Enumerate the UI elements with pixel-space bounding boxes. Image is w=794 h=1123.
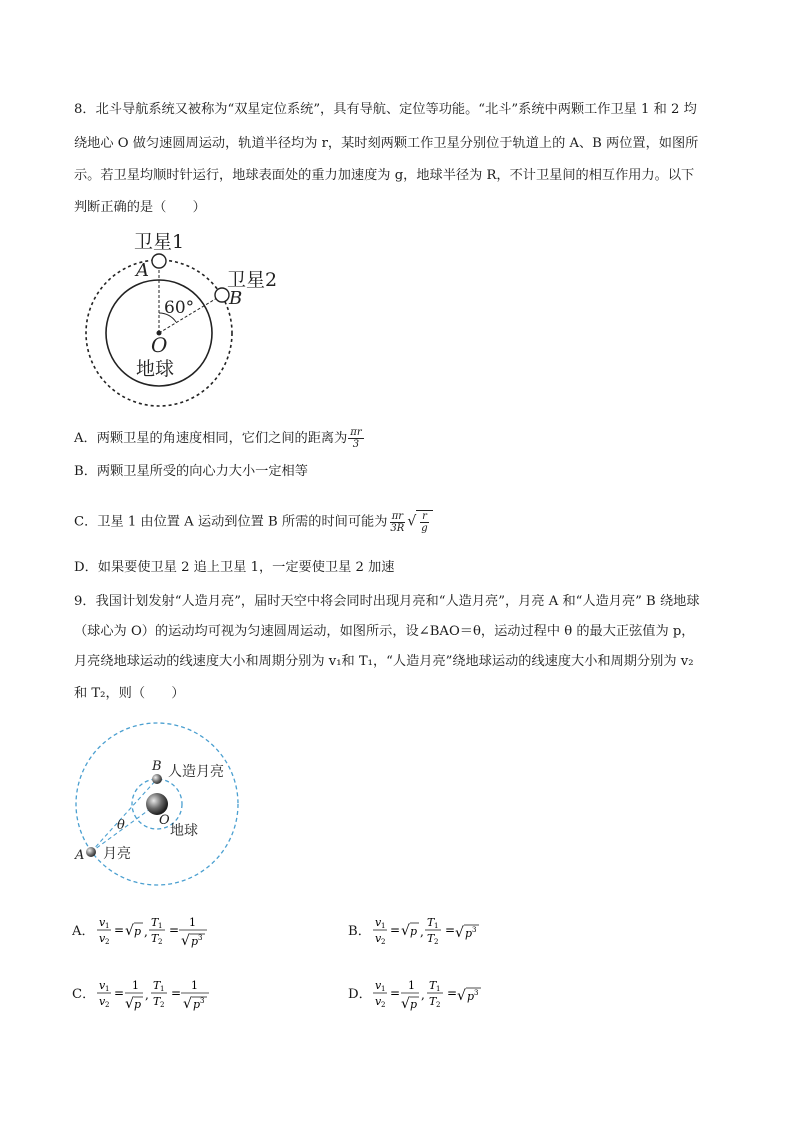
svg-text:,: , — [421, 988, 425, 1002]
q9-moon-label: 月亮 — [103, 846, 131, 862]
q9-option-b — [348, 912, 518, 952]
svg-text:=: = — [445, 923, 456, 937]
q9-line-ab — [91, 779, 157, 852]
svg-text:v: v — [99, 995, 106, 1008]
q8-option-a-num: πr — [350, 427, 362, 438]
q8-earth-label: 地球 — [136, 358, 175, 380]
svg-text:T: T — [153, 979, 161, 992]
q8-line-3: 示。若卫星均顺时针运行，地球表面处的重力加速度为 g，地球半径为 R，不计卫星间的相互作用力。以下 — [74, 168, 695, 183]
svg-text:T: T — [429, 995, 437, 1008]
svg-text:3: 3 — [198, 934, 203, 942]
q8-figure — [74, 225, 294, 410]
svg-text:v: v — [375, 995, 382, 1008]
q8-satellite-1 — [152, 254, 166, 268]
svg-text:√: √ — [455, 925, 464, 941]
svg-text:1: 1 — [434, 922, 439, 930]
q9-option-b-label: B． — [348, 924, 371, 939]
svg-text:2: 2 — [436, 1001, 441, 1009]
q8-option-a-text: A．两颗卫星的角速度相同，它们之间的距离为 — [74, 431, 348, 446]
q8-option-a-fraction — [348, 427, 363, 450]
svg-text:p: p — [134, 925, 142, 938]
svg-text:p: p — [467, 990, 475, 1003]
svg-text:√: √ — [401, 923, 410, 939]
svg-text:1: 1 — [189, 916, 196, 929]
svg-text:T: T — [427, 932, 435, 945]
q9-option-c — [72, 973, 242, 1015]
svg-text:2: 2 — [381, 938, 386, 946]
svg-text:1: 1 — [191, 979, 198, 992]
q8-line-1: 8．北斗导航系统又被称为“双星定位系统”，具有导航、定位等功能。“北斗”系统中两颗工作卫星 1 和 2 均 — [74, 102, 697, 117]
q8-option-c-rad-den: g — [421, 523, 428, 534]
svg-text:v: v — [375, 932, 382, 945]
q8-option-c-rad-num: r — [422, 511, 427, 522]
q8-option-a — [74, 427, 365, 450]
svg-text:T: T — [427, 916, 435, 929]
q8-center-label: O — [151, 333, 168, 357]
q8-line-2: 绕地心 O 做匀速圆周运动，轨道半径均为 r，某时刻两颗工作卫星分别位于轨道上的 A、B 两位置，如图所 — [74, 136, 699, 151]
svg-text:p: p — [134, 998, 142, 1011]
q8-option-c-text: C．卫星 1 由位置 A 运动到位置 B 所需的时间可能为 — [74, 514, 388, 530]
q9-artificial-moon-ball — [152, 774, 162, 784]
q9-option-d — [348, 973, 518, 1015]
svg-text:1: 1 — [105, 922, 110, 930]
svg-text:2: 2 — [160, 1001, 165, 1009]
svg-text:√: √ — [125, 996, 134, 1012]
q8-option-d: D．如果要使卫星 2 追上卫星 1，一定要使卫星 2 加速 — [74, 560, 395, 575]
svg-text:v: v — [375, 979, 382, 992]
svg-text:=: = — [169, 923, 180, 937]
svg-text:3: 3 — [474, 989, 479, 997]
svg-text:2: 2 — [158, 938, 163, 946]
svg-text:=: = — [447, 986, 458, 1000]
q9-line-4: 和 T₂，则（ ） — [74, 686, 185, 701]
svg-text:2: 2 — [381, 1001, 386, 1009]
svg-text:1: 1 — [160, 985, 165, 993]
svg-text:=: = — [114, 923, 125, 937]
q8-option-c-num: πr — [391, 510, 404, 522]
q8-angle-label: 60° — [164, 298, 195, 318]
q8-option-c-den: 3R — [390, 522, 405, 534]
q9-earth-ball — [146, 793, 168, 815]
svg-text:p: p — [465, 927, 473, 940]
svg-text:T: T — [153, 995, 161, 1008]
svg-text:T: T — [429, 979, 437, 992]
svg-text:,: , — [144, 925, 148, 939]
svg-text:v: v — [99, 979, 106, 992]
q9-figure — [70, 718, 250, 890]
svg-text:p: p — [191, 935, 199, 948]
q8-option-a-den: 3 — [352, 439, 360, 450]
q9-line-1: 9．我国计划发射“人造月亮”，届时天空中将会同时出现月亮和“人造月亮”，月亮 A 和“人造月亮” B 绕地球 — [74, 594, 700, 609]
svg-text:√: √ — [401, 996, 410, 1012]
svg-text:2: 2 — [105, 1001, 110, 1009]
q9-earth-label: 地球 — [170, 823, 198, 839]
svg-text:1: 1 — [381, 985, 386, 993]
q9-point-a: A — [75, 848, 85, 863]
q8-option-c — [74, 510, 433, 534]
q8-sat1-label: 卫星1 — [134, 231, 185, 253]
q9-line-2: （球心为 O）的运动均可视为匀速圆周运动，如图所示，设∠BAO＝θ，运动过程中 θ 的最大正弦值为 p， — [74, 624, 695, 639]
q8-option-c-radical: √ $\frac{r}{g}$ — [407, 510, 432, 534]
svg-text:1: 1 — [132, 979, 139, 992]
svg-text:3: 3 — [200, 997, 205, 1005]
svg-text:=: = — [114, 986, 125, 1000]
svg-text:,: , — [145, 988, 149, 1002]
q9-point-b: B — [152, 759, 162, 774]
q8-line-4: 判断正确的是（ ） — [74, 200, 206, 215]
q9-center-label: O — [159, 813, 170, 828]
q9-option-c-label: C． — [72, 987, 96, 1002]
q8-option-c-fraction — [388, 511, 406, 534]
svg-text:v: v — [99, 932, 106, 945]
svg-text:p: p — [410, 925, 418, 938]
svg-text:1: 1 — [408, 979, 415, 992]
q9-line-3: 月亮绕地球运动的线速度大小和周期分别为 v₁和 T₁，“人造月亮”绕地球运动的线速度大小和周期分别为 v₂ — [74, 654, 694, 669]
q8-option-b: B．两颗卫星所受的向心力大小一定相等 — [74, 464, 308, 479]
q9-option-d-label: D． — [348, 987, 372, 1002]
svg-text:=: = — [390, 986, 401, 1000]
q9-artificial-moon-label: 人造月亮 — [168, 764, 224, 780]
svg-text:√: √ — [125, 923, 134, 939]
q9-option-a-label: A． — [72, 924, 95, 939]
svg-text:,: , — [420, 925, 424, 939]
svg-text:p: p — [193, 998, 201, 1011]
svg-text:T: T — [151, 932, 159, 945]
svg-text:1: 1 — [381, 922, 386, 930]
svg-text:1: 1 — [436, 985, 441, 993]
svg-text:T: T — [151, 916, 159, 929]
svg-text:=: = — [390, 923, 401, 937]
svg-text:1: 1 — [105, 985, 110, 993]
svg-text:3: 3 — [472, 926, 477, 934]
svg-text:2: 2 — [105, 938, 110, 946]
q8-sat2-label: 卫星2 — [227, 269, 278, 291]
svg-text:p: p — [410, 998, 418, 1011]
svg-text:√: √ — [181, 933, 190, 949]
q9-option-a — [72, 912, 242, 952]
svg-text:√: √ — [457, 988, 466, 1004]
q8-point-a: A — [136, 260, 149, 281]
svg-text:v: v — [99, 916, 106, 929]
q9-moon-ball — [86, 847, 96, 857]
svg-text:2: 2 — [434, 938, 439, 946]
svg-text:1: 1 — [158, 922, 163, 930]
svg-text:v: v — [375, 916, 382, 929]
q9-theta-label: θ — [117, 818, 125, 833]
svg-text:√: √ — [183, 996, 192, 1012]
svg-text:=: = — [171, 986, 182, 1000]
q8-point-b: B — [229, 288, 243, 309]
